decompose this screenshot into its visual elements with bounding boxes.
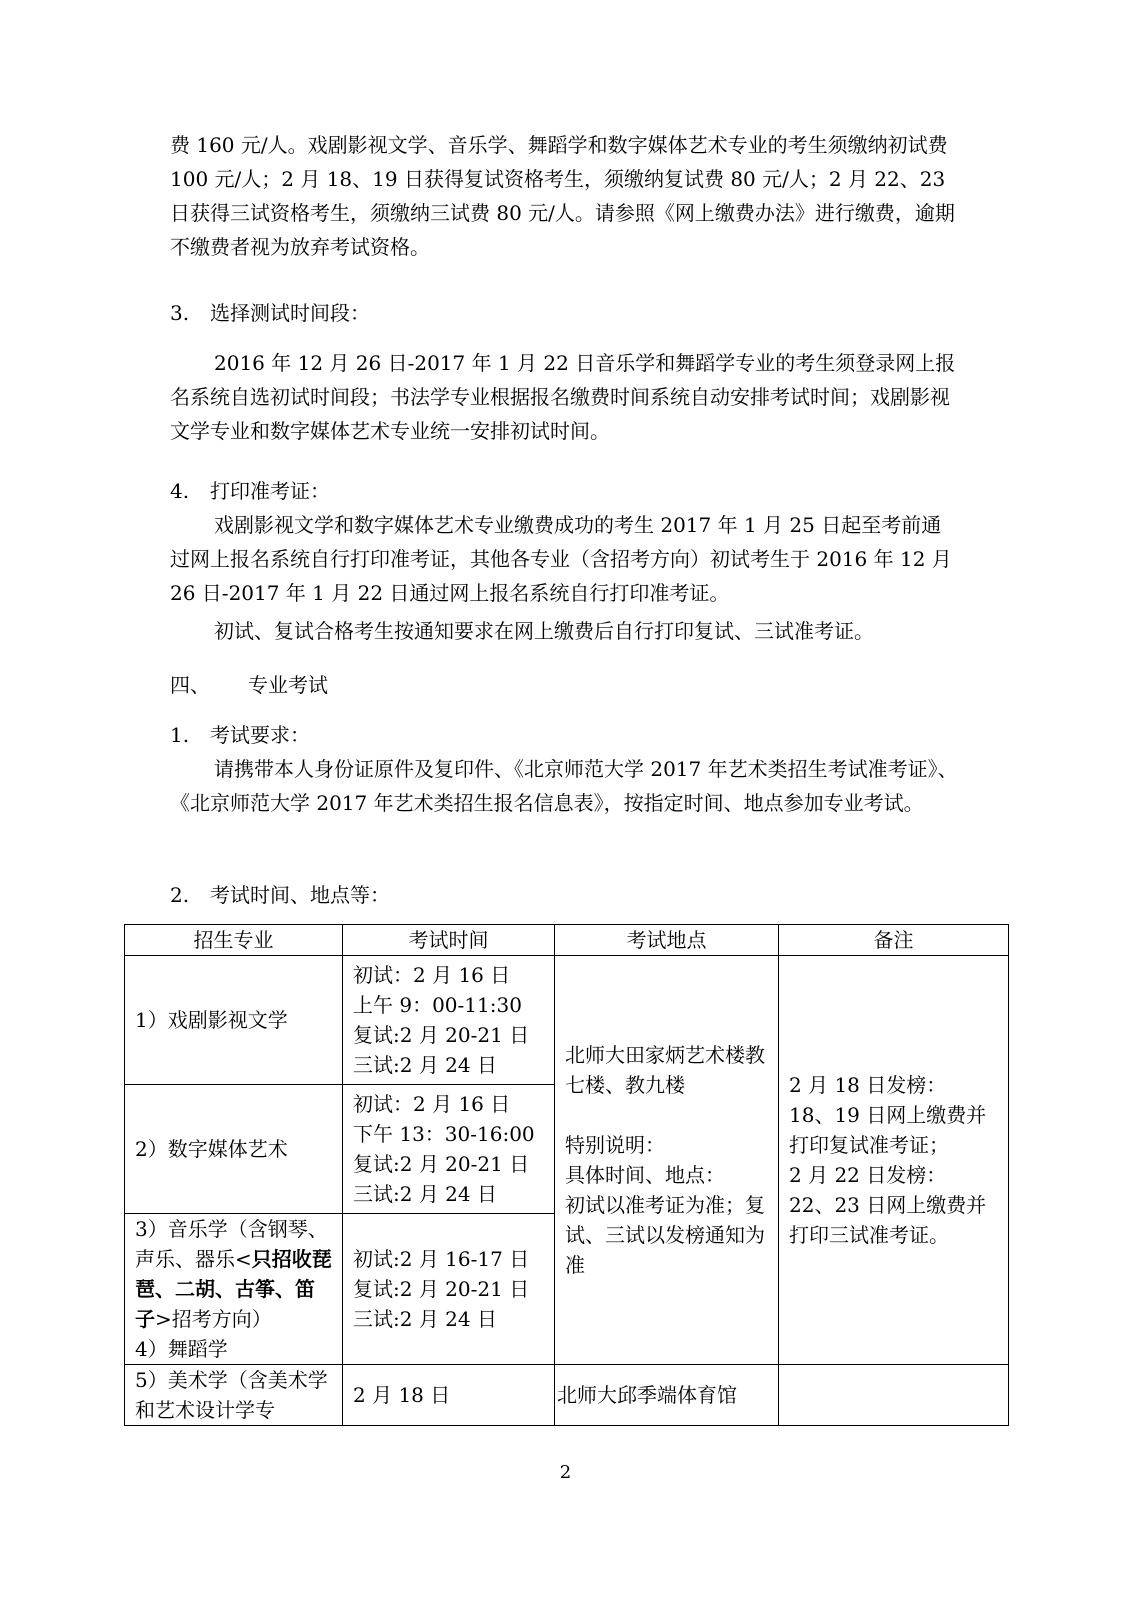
table-row xyxy=(125,1365,1009,1426)
schedule-heading xyxy=(170,880,390,910)
note-line: 2 月 18 日发榜： xyxy=(789,1073,947,1097)
header-place: 考试地点 xyxy=(555,925,779,956)
section-4-number: 四、 xyxy=(170,673,210,697)
requirements-heading xyxy=(170,720,310,750)
table-row xyxy=(125,956,1009,1085)
step-4-body-1: 戏剧影视文学和数字媒体艺术专业缴费成功的考生 2017 年 1 月 25 日起至考前通过网上报名系统自行打印准考证，其他各专业（含招考方向）初试考生于 2016 年 12 月 26 日-2017 年 1 月 22 日通过网上报名系统自行打印准考证。 xyxy=(170,513,952,605)
fee-paragraph: 费 160 元/人。戏剧影视文学、音乐学、舞蹈学和数字媒体艺术专业的考生须缴纳初试费 100 元/人；2 月 18、19 日获得复试资格考生，须缴纳复试费 80 元/人；2 月 22、23 日获得三试资格考生，须缴纳三试费 80 元/人。请参照《网上缴费办法》进行缴费，逾期不缴费者视为放弃考试资格。 xyxy=(170,133,955,259)
note-line: 18、19 日网上缴费并打印复试准考证； xyxy=(789,1103,987,1157)
place-line: 特别说明： xyxy=(565,1133,665,1157)
schedule-title: 考试时间、地点等： xyxy=(210,883,390,907)
shared-note-cell xyxy=(779,956,1009,1365)
exam-schedule-table xyxy=(124,924,1009,1426)
time-line: 下午 13：30-16:00 xyxy=(353,1122,535,1146)
major-cell: 1）戏剧影视文学 xyxy=(125,956,343,1085)
section-4-title: 专业考试 xyxy=(248,673,328,697)
table-header-row xyxy=(125,925,1009,956)
section-4-heading xyxy=(170,670,328,700)
major-extra: 4）舞蹈学 xyxy=(135,1337,228,1361)
time-cell xyxy=(343,1214,555,1365)
step-3-title: 选择测试时间段： xyxy=(210,301,370,325)
step-4-heading xyxy=(170,476,330,506)
major-cell: 5）美术学（含美术学和艺术设计学专 xyxy=(125,1365,343,1426)
header-time: 考试时间 xyxy=(343,925,555,956)
major-cell xyxy=(125,1214,343,1365)
step-3-number: 3. xyxy=(170,301,190,325)
header-major: 招生专业 xyxy=(125,925,343,956)
requirements-number: 1. xyxy=(170,723,190,747)
time-line: 复试:2 月 20-21 日 xyxy=(353,1277,530,1301)
step-4-title: 打印准考证： xyxy=(210,479,330,503)
place-line: 初试以准考证为准；复试、三试以发榜通知为准 xyxy=(565,1193,765,1277)
time-cell xyxy=(343,1085,555,1214)
major-cell: 2）数字媒体艺术 xyxy=(125,1085,343,1214)
page-number: 2 xyxy=(559,1462,572,1483)
step-3-body: 2016 年 12 月 26 日-2017 年 1 月 22 日音乐学和舞蹈学专业的考生须登录网上报名系统自选初试时间段；书法学专业根据报名缴费时间系统自动安排考试时间；戏剧影视文学专业和数字媒体艺术专业统一安排初试时间。 xyxy=(170,351,956,443)
time-line: 初试：2 月 16 日 xyxy=(353,1092,511,1116)
place-line: 北师大田家炳艺术楼教七楼、教九楼 xyxy=(565,1043,765,1097)
time-line: 上午 9：00-11:30 xyxy=(353,993,522,1017)
schedule-number: 2. xyxy=(170,883,190,907)
step-4-body-2: 初试、复试合格考生按通知要求在网上缴费后自行打印复试、三试准考证。 xyxy=(214,619,874,643)
time-cell xyxy=(343,956,555,1085)
note-cell xyxy=(779,1365,1009,1426)
place-spacer xyxy=(565,1100,768,1130)
note-line: 22、23 日网上缴费并打印三试准考证。 xyxy=(789,1193,987,1247)
major-text-bold: 只招收琵琶、二胡、古筝、笛子 xyxy=(135,1247,332,1331)
note-line: 2 月 22 日发榜： xyxy=(789,1163,947,1187)
requirements-title: 考试要求： xyxy=(210,723,310,747)
requirements-body: 请携带本人身份证原件及复印件、《北京师范大学 2017 年艺术类招生考试准考证》、《北京师范大学 2017 年艺术类招生报名信息表》，按指定时间、地点参加专业考试。 xyxy=(170,757,958,815)
step-4-number: 4. xyxy=(170,479,190,503)
time-line: 三试:2 月 24 日 xyxy=(353,1182,497,1206)
time-line: 复试:2 月 20-21 日 xyxy=(353,1023,530,1047)
time-line: 三试:2 月 24 日 xyxy=(353,1053,497,1077)
major-text: 3）音乐学（含钢琴、声乐、器乐< xyxy=(135,1217,328,1271)
time-cell: 2 月 18 日 xyxy=(343,1365,555,1426)
time-line: 复试:2 月 20-21 日 xyxy=(353,1152,530,1176)
step-3-heading xyxy=(170,298,370,328)
time-line: 三试:2 月 24 日 xyxy=(353,1307,497,1331)
major-text: >招考方向） xyxy=(155,1307,272,1331)
time-line: 初试:2 月 16-17 日 xyxy=(353,1247,530,1271)
time-line: 初试：2 月 16 日 xyxy=(353,963,511,987)
shared-place-cell xyxy=(555,956,779,1365)
place-line: 具体时间、地点： xyxy=(565,1163,725,1187)
header-note: 备注 xyxy=(779,925,1009,956)
place-cell: 北师大邱季端体育馆 xyxy=(555,1365,779,1426)
